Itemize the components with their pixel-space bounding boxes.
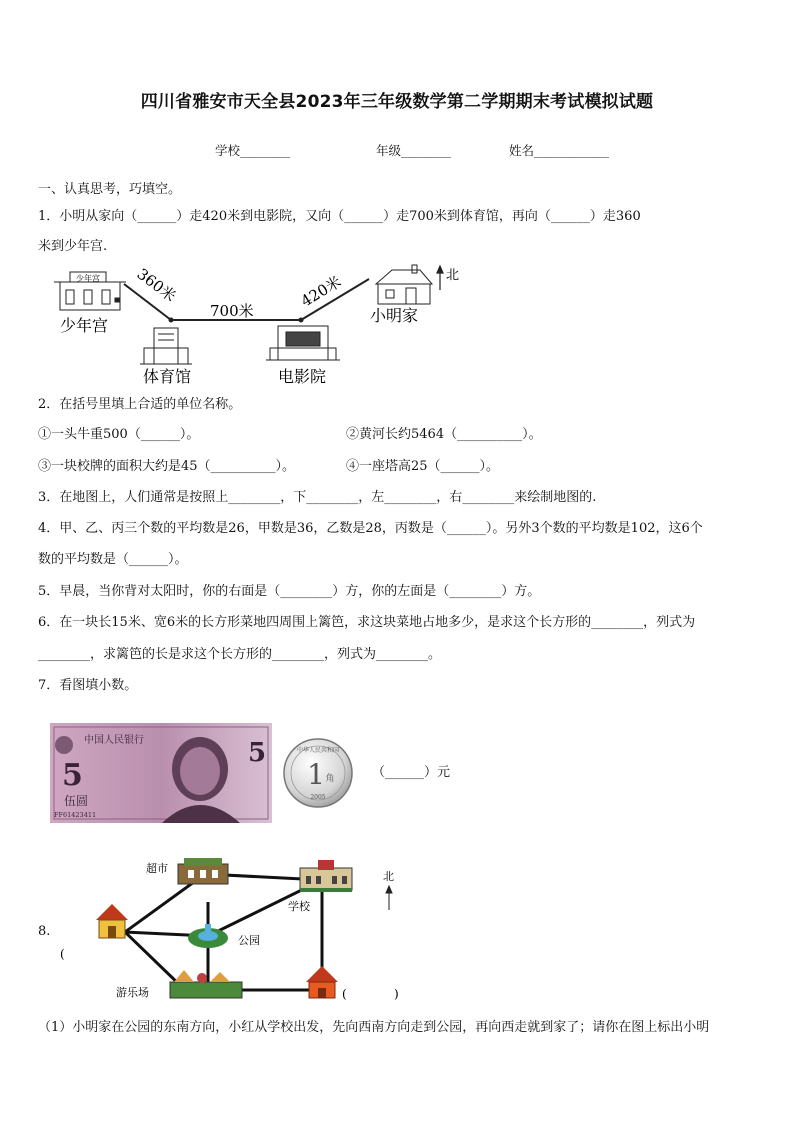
q2-d: ④一座塔高25（______）。 — [346, 459, 500, 474]
north-arrow-icon — [437, 266, 443, 290]
note-denom-right: 5 — [248, 738, 267, 768]
school-field: 学校________ — [215, 143, 291, 158]
q8-right-blank-close: ) — [394, 987, 399, 1001]
north-label: 北 — [383, 870, 394, 883]
youth-palace-sign: 少年宫 — [76, 274, 100, 283]
page-title: 四川省雅安市天全县2023年三年级数学第二学期期末考试模拟试题 — [140, 92, 654, 112]
gym-icon — [140, 328, 192, 364]
emblem-icon — [55, 736, 73, 754]
note-denom-cn: 伍圆 — [64, 794, 89, 808]
q3: 3．在地图上，人们通常是按照上________，下________，左________，右________来绘制地图的. — [38, 490, 597, 505]
supermarket-label: 超市 — [146, 862, 168, 875]
house-east-icon — [306, 966, 338, 998]
section-heading: 一、认真思考，巧填空。 — [38, 182, 182, 197]
q6-line1: 6．在一块长15米、宽6米的长方形菜地四周围上篱笆，求这块菜地占地多少，是求这个长方形的________，列式为 — [38, 615, 696, 630]
note-denom: 5 — [62, 758, 83, 793]
playground-icon — [170, 970, 242, 998]
cinema-icon — [266, 326, 340, 360]
q4-line1: 4．甲、乙、丙三个数的平均数是26，甲数是36，乙数是28，丙数是（______）。另外3个数的平均数是102，这6个 — [38, 521, 703, 536]
q6-line2: ________，求篱笆的长是求这个长方形的________，列式为________。 — [38, 647, 442, 662]
coin-unit: 角 — [325, 774, 335, 784]
park-label: 公园 — [238, 934, 260, 947]
q2-stem: 2．在括号里填上合适的单位名称。 — [38, 397, 242, 412]
cinema-point — [299, 318, 304, 323]
note-bank-name: 中国人民银行 — [84, 735, 144, 746]
q8-number: 8. — [38, 924, 51, 939]
youth-palace-label: 少年宫 — [60, 316, 109, 335]
coin-value: 1 — [307, 758, 325, 791]
note-serial: FF61423411 — [54, 811, 97, 819]
home-icon — [376, 265, 432, 304]
distance-700: 700米 — [210, 302, 254, 320]
gym-point — [169, 318, 174, 323]
q4-line2: 数的平均数是（______）。 — [38, 552, 188, 567]
q1-line2: 米到少年宫. — [38, 239, 108, 254]
q8-right-blank-open: ( — [342, 987, 347, 1001]
grade-field: 年级________ — [376, 143, 452, 158]
q2-c: ③一块校牌的面积大约是45（__________）。 — [38, 459, 296, 474]
q5: 5．早晨，当你背对太阳时，你的右面是（________）方，你的左面是（________）方。 — [38, 584, 541, 599]
home-label: 小明家 — [370, 306, 419, 325]
coin-country: 中华人民共和国 — [296, 747, 340, 754]
gym-label: 体育馆 — [143, 367, 192, 386]
school-label: 学校 — [288, 900, 310, 913]
distance-360: 360米 — [133, 264, 180, 306]
q7-stem: 7．看图填小数。 — [38, 678, 138, 693]
north-label: 北 — [446, 268, 460, 283]
banknote-image — [50, 723, 272, 823]
supermarket-icon — [178, 858, 228, 884]
q2-a: ①一头牛重500（______）。 — [38, 427, 200, 442]
home-icon — [96, 904, 128, 938]
name-field: 姓名____________ — [509, 143, 610, 158]
q1-route-figure — [40, 262, 480, 390]
q2-b: ②黄河长约5464（__________）。 — [346, 427, 542, 442]
cinema-label: 电影院 — [278, 367, 327, 386]
q8-left-blank: ( — [60, 947, 65, 961]
distance-420: 420米 — [297, 272, 345, 311]
playground-label: 游乐场 — [116, 986, 149, 999]
coin-year: 2005 — [310, 794, 326, 801]
q8-map-figure — [50, 852, 420, 1012]
north-arrow-icon — [386, 886, 392, 910]
q1-line1: 1．小明从家向（______）走420米到电影院，又向（______）走700米到体育馆，再向（______）走360 — [38, 209, 641, 224]
q7-answer: （______）元 — [372, 765, 451, 780]
school-icon — [300, 860, 352, 892]
coin-image — [282, 737, 354, 809]
q8-sub1: （1）小明家在公园的东南方向，小红从学校出发，先向西南方向走到公园，再向西走就到家了；请你在图上标出小明 — [38, 1020, 710, 1035]
